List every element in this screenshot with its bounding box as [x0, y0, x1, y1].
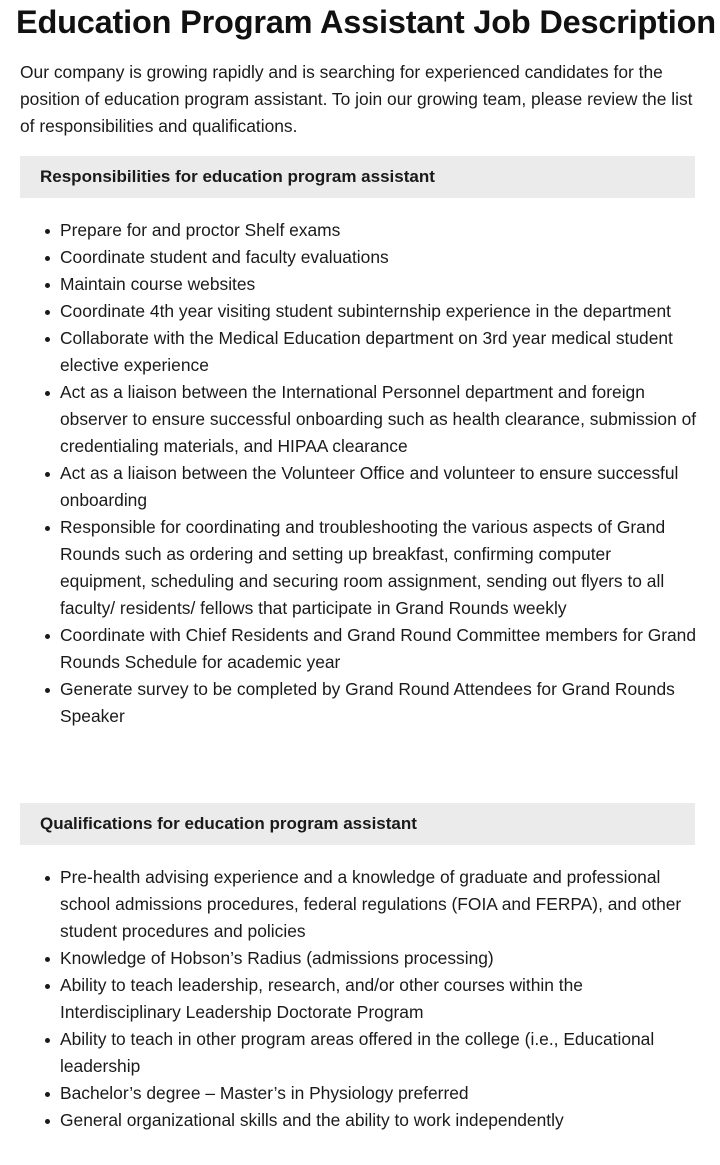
intro-paragraph: Our company is growing rapidly and is searching for experienced candidates for the position of education program assistant. To join our growing team, please review the list of responsibilities and qualifications.	[20, 62, 693, 136]
list-item: Collaborate with the Medical Education department on 3rd year medical student elective experience	[60, 325, 700, 379]
list-item: Knowledge of Hobson’s Radius (admissions processing)	[60, 945, 700, 972]
list-item: Pre-health advising experience and a knowledge of graduate and professional school admissions procedures, federal regulations (FOIA and FERPA), and other student procedures and policies	[60, 864, 700, 945]
qualifications-heading: Qualifications for education program assistant	[20, 803, 695, 845]
list-item: Ability to teach leadership, research, and/or other courses within the Interdisciplinary Leadership Doctorate Program	[60, 972, 700, 1026]
list-item: Generate survey to be completed by Grand Round Attendees for Grand Rounds Speaker	[60, 676, 700, 730]
responsibilities-list	[20, 217, 700, 730]
qualifications-list	[20, 864, 700, 1134]
list-item: Maintain course websites	[60, 271, 700, 298]
list-item: Ability to teach in other program areas offered in the college (i.e., Educational leadership	[60, 1026, 700, 1080]
list-item: Coordinate student and faculty evaluations	[60, 244, 700, 271]
list-item: Act as a liaison between the Volunteer Office and volunteer to ensure successful onboarding	[60, 460, 700, 514]
responsibilities-heading: Responsibilities for education program assistant	[20, 156, 695, 198]
list-item: General organizational skills and the ability to work independently	[60, 1107, 700, 1134]
list-item: Act as a liaison between the International Personnel department and foreign observer to ensure successful onboarding such as health clearance, submission of credentialing materials, and HIPAA clearance	[60, 379, 700, 460]
list-item: Coordinate 4th year visiting student subinternship experience in the department	[60, 298, 700, 325]
list-item: Bachelor’s degree – Master’s in Physiology preferred	[60, 1080, 700, 1107]
page-title: Education Program Assistant Job Description	[16, 4, 716, 40]
list-item: Coordinate with Chief Residents and Grand Round Committee members for Grand Rounds Schedule for academic year	[60, 622, 700, 676]
list-item: Responsible for coordinating and troubleshooting the various aspects of Grand Rounds such as ordering and setting up breakfast, confirming computer equipment, scheduling and securing room assignment, sending out flyers to all faculty/ residents/ fellows that participate in Grand Rounds weekly	[60, 514, 700, 622]
list-item: Prepare for and proctor Shelf exams	[60, 217, 700, 244]
